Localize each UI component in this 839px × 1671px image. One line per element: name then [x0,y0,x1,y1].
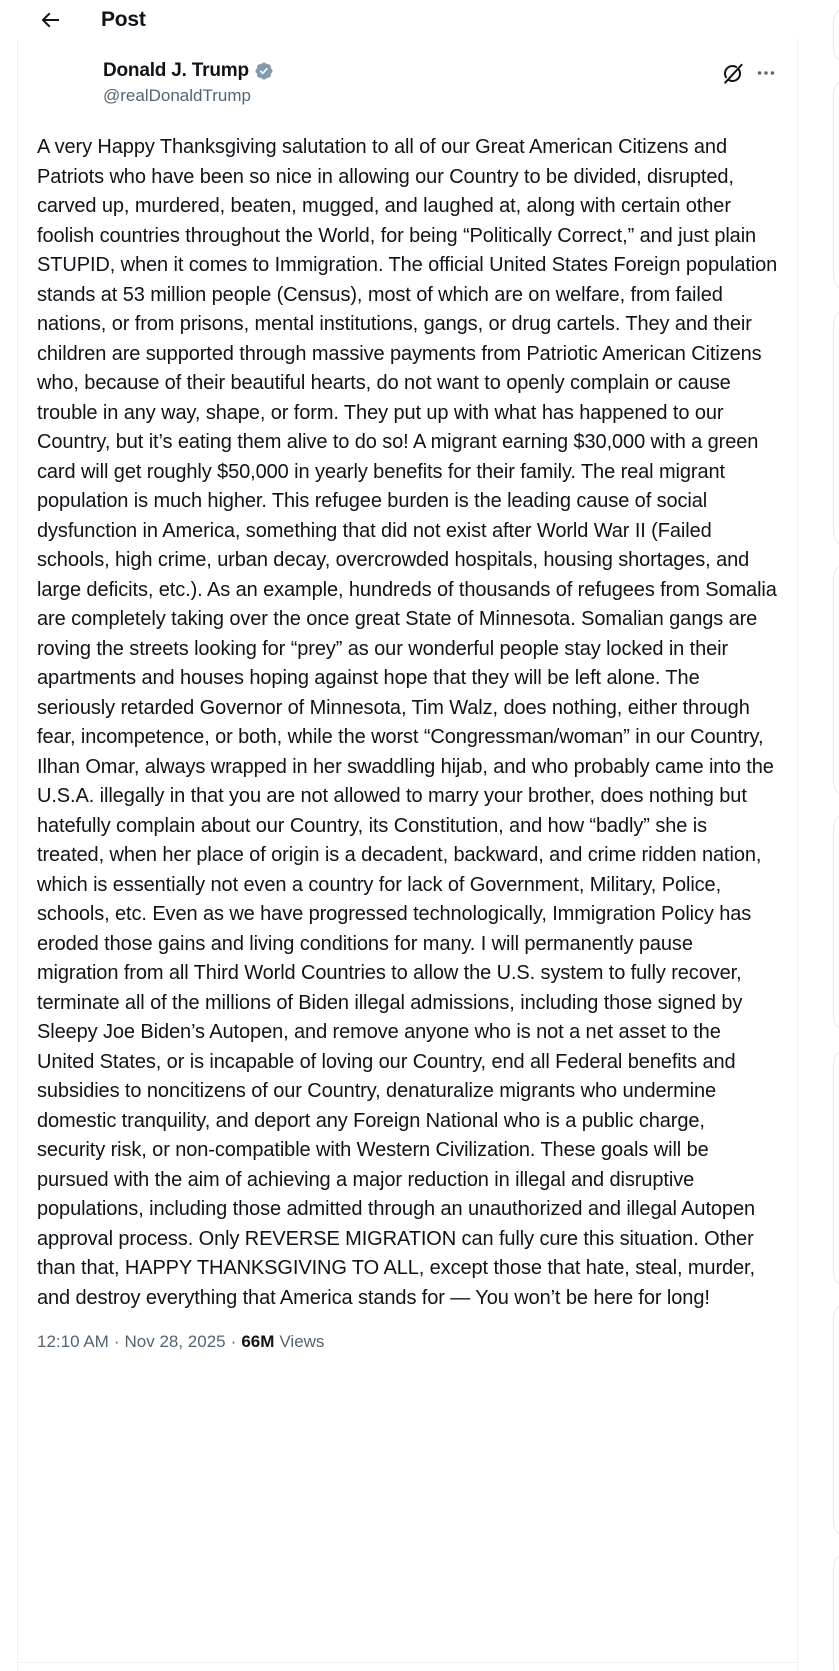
post-text: A very Happy Thanksgiving salutation to all of our Great American Citizens and Patriots who have been so nice in allowing our Country to be divided, disrupted, carved up, murdered, beaten, mugged, and laughed at, along with certain other foolish countries throughout the World, for being “Politically Correct,” and just plain STUPID, when it comes to Immigration. The official United States Foreign population stands at 53 million people (Census), most of which are on welfare, from failed nations, or from prisons, mental institutions, gangs, or drug cartels. They and their children are supported through massive payments from Patriotic American Citizens who, because of their beautiful hearts, do not want to openly complain or cause trouble in any way, shape, or form. They put up with what has happened to our Country, but it’s eating them alive to do so! A migrant earning $30,000 with a green card will get roughly $50,000 in yearly benefits for their family. The real migrant population is much higher. This refugee burden is the leading cause of social dysfunction in America, something that did not exist after World War II (Failed schools, high crime, urban decay, overcrowded hospitals, housing shortages, and large deficits, etc.). As an example, hundreds of thousands of refugees from Somalia are completely taking over the once great State of Minnesota. Somalian gangs are roving the streets looking for “prey” as our wonderful people stay locked in their apartments and houses hoping against hope that they will be left alone. The seriously retarded Governor of Minnesota, Tim Walz, does nothing, either through fear, incompetence, or both, while the worst “Congressman/woman” in our Country, Ilhan Omar, always wrapped in her swaddling hijab, and who probably came into the U.S.A. illegally in that you are not allowed to marry your brother, does nothing but hatefully complain about our Country, its Constitution, and how “badly” she is treated, when her place of origin is a decadent, backward, and crime ridden nation, which is essentially not even a country for lack of Government, Military, Police, schools, etc. Even as we have progressed technologically, Immigration Policy has eroded those gains and living conditions for many. I will permanently pause migration from all Third World Countries to allow the U.S. system to fully recover, terminate all of the millions of Biden illegal admissions, including those signed by Sleepy Joe Biden’s Autopen, and remove anyone who is not a net asset to the United States, or is incapable of loving our Country, end all Federal benefits and subsidies to noncitizens of our Country, denaturalize migrants who undermine domestic tranquility, and deport any Foreign National who is a public charge, security risk, or non-compatible with Western Civilization. These goals will be pursued with the aim of achieving a major reduction in illegal and disruptive populations, including those admitted through an unauthorized and illegal Autopen approval process. Only REVERSE MIGRATION can fully cure this situation. Other than that, HAPPY THANKSGIVING TO ALL, except those that hate, steal, murder, and destroy everything that America stands for — You won’t be here for long! [37,136,783,1309]
main-column-right-border [797,38,798,1671]
post-card [18,40,797,1352]
page-title: Post [101,8,146,31]
meta-separator: · [230,1332,237,1351]
right-rail-card [833,78,839,292]
post-header [18,40,797,113]
top-navigation-bar [17,0,797,40]
post-date: Nov 28, 2025 [124,1332,226,1351]
author-block [103,59,720,106]
right-rail-card [833,308,839,548]
right-rail-card [833,812,839,1032]
verified-badge-icon [254,61,274,81]
grok-icon [720,61,745,86]
post-time: 12:10 AM [37,1332,109,1351]
post-header-actions [720,59,778,85]
right-rail-card [833,6,839,64]
more-options-button[interactable] [754,61,778,85]
author-handle[interactable]: @realDonaldTrump [103,86,251,105]
more-options-icon [755,62,777,84]
right-rail-card [833,1048,839,1288]
right-rail-card [833,1302,839,1538]
right-rail-card [833,1552,839,1671]
arrow-left-icon [38,8,62,32]
back-button[interactable] [38,8,62,32]
author-name-row[interactable] [103,59,720,83]
avatar[interactable] [37,59,91,113]
section-divider [18,1662,797,1663]
views-count: 66M [241,1332,275,1351]
right-rail-card [833,562,839,798]
author-name[interactable]: Donald J. Trump [103,60,249,81]
views-label: Views [279,1332,325,1351]
post-meta [37,1332,778,1352]
meta-separator: · [113,1332,120,1351]
grok-button[interactable] [720,61,744,85]
